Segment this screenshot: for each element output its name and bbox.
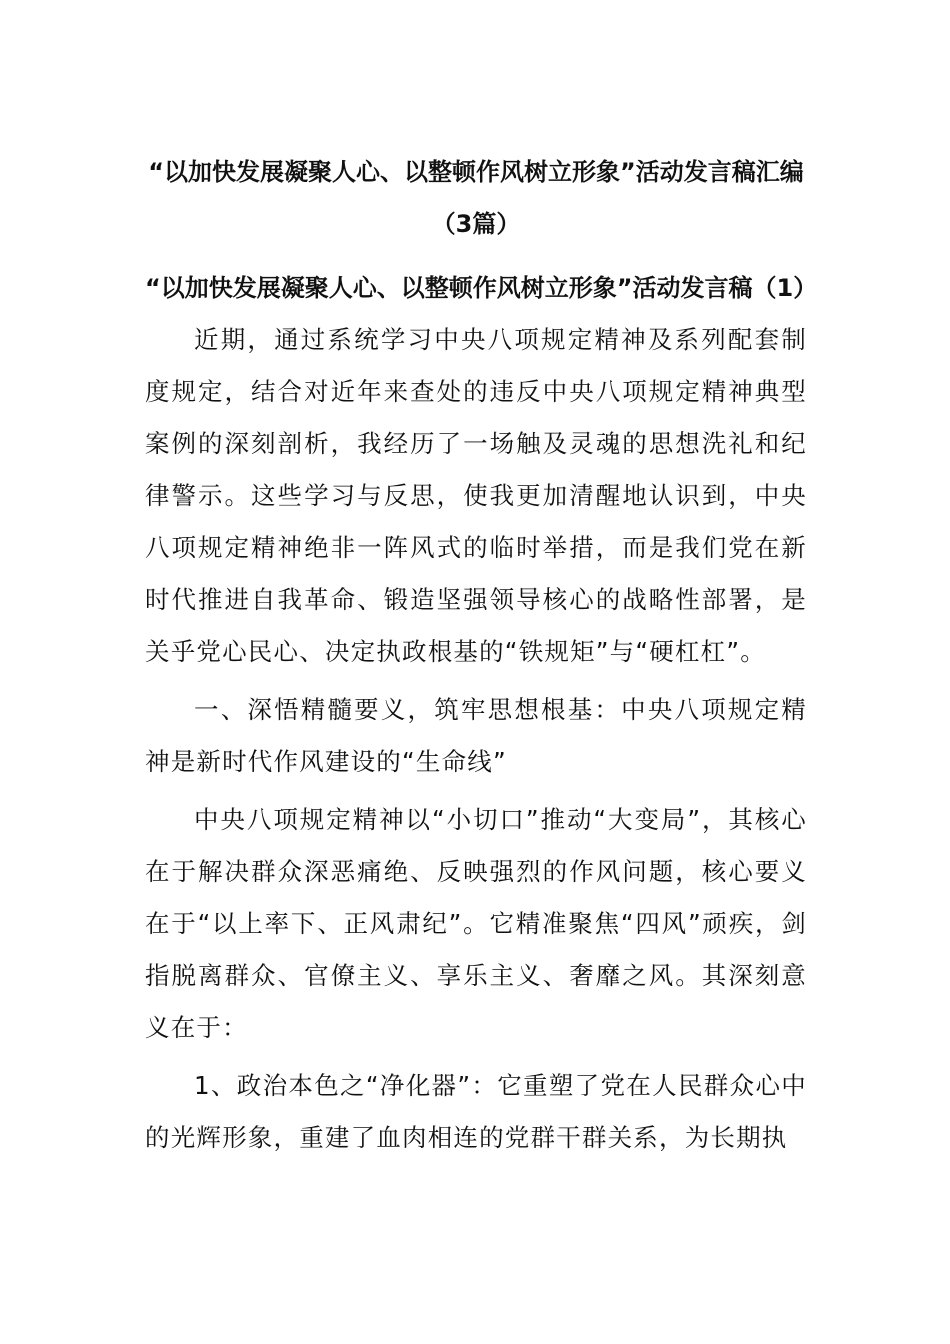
sub-title: “以加快发展凝聚人心、以整顿作风树立形象”活动发言稿（1） [145,274,818,302]
main-title: “以加快发展凝聚人心、以整顿作风树立形象”活动发言稿汇编（3篇） [148,158,804,238]
document-content [145,146,818,1164]
section-heading-one: 一、深悟精髓要义，筑牢思想根基：中央八项规定精神是新时代作风建设的“生命线” [145,695,807,776]
paragraph-point-one: 1、政治本色之“净化器”：它重塑了党在人民群众心中的光辉形象，重建了血肉相连的党群干群关系，为长期执 [145,1071,807,1152]
paragraph-intro: 近期，通过系统学习中央八项规定精神及系列配套制度规定，结合对近年来查处的违反中央八项规定精神典型案例的深刻剖析，我经历了一场触及灵魂的思想洗礼和纪律警示。这些学习与反思，使我更加清醒地认识到，中央八项规定精神绝非一阵风式的临时举措，而是我们党在新时代推进自我革命、锻造坚强领导核心的战略性部署，是关乎党心民心、决定执政根基的“铁规矩”与“硬杠杠”。 [145,325,807,666]
title-block [145,146,818,314]
paragraph-core-meaning: 中央八项规定精神以“小切口”推动“大变局”，其核心在于解决群众深恶痛绝、反映强烈的作风问题，核心要义在于“以上率下、正风肃纪”。它精准聚焦“四风”顽疾，剑指脱离群众、官僚主义、享乐主义、奢靡之风。其深刻意义在于： [145,805,807,1042]
